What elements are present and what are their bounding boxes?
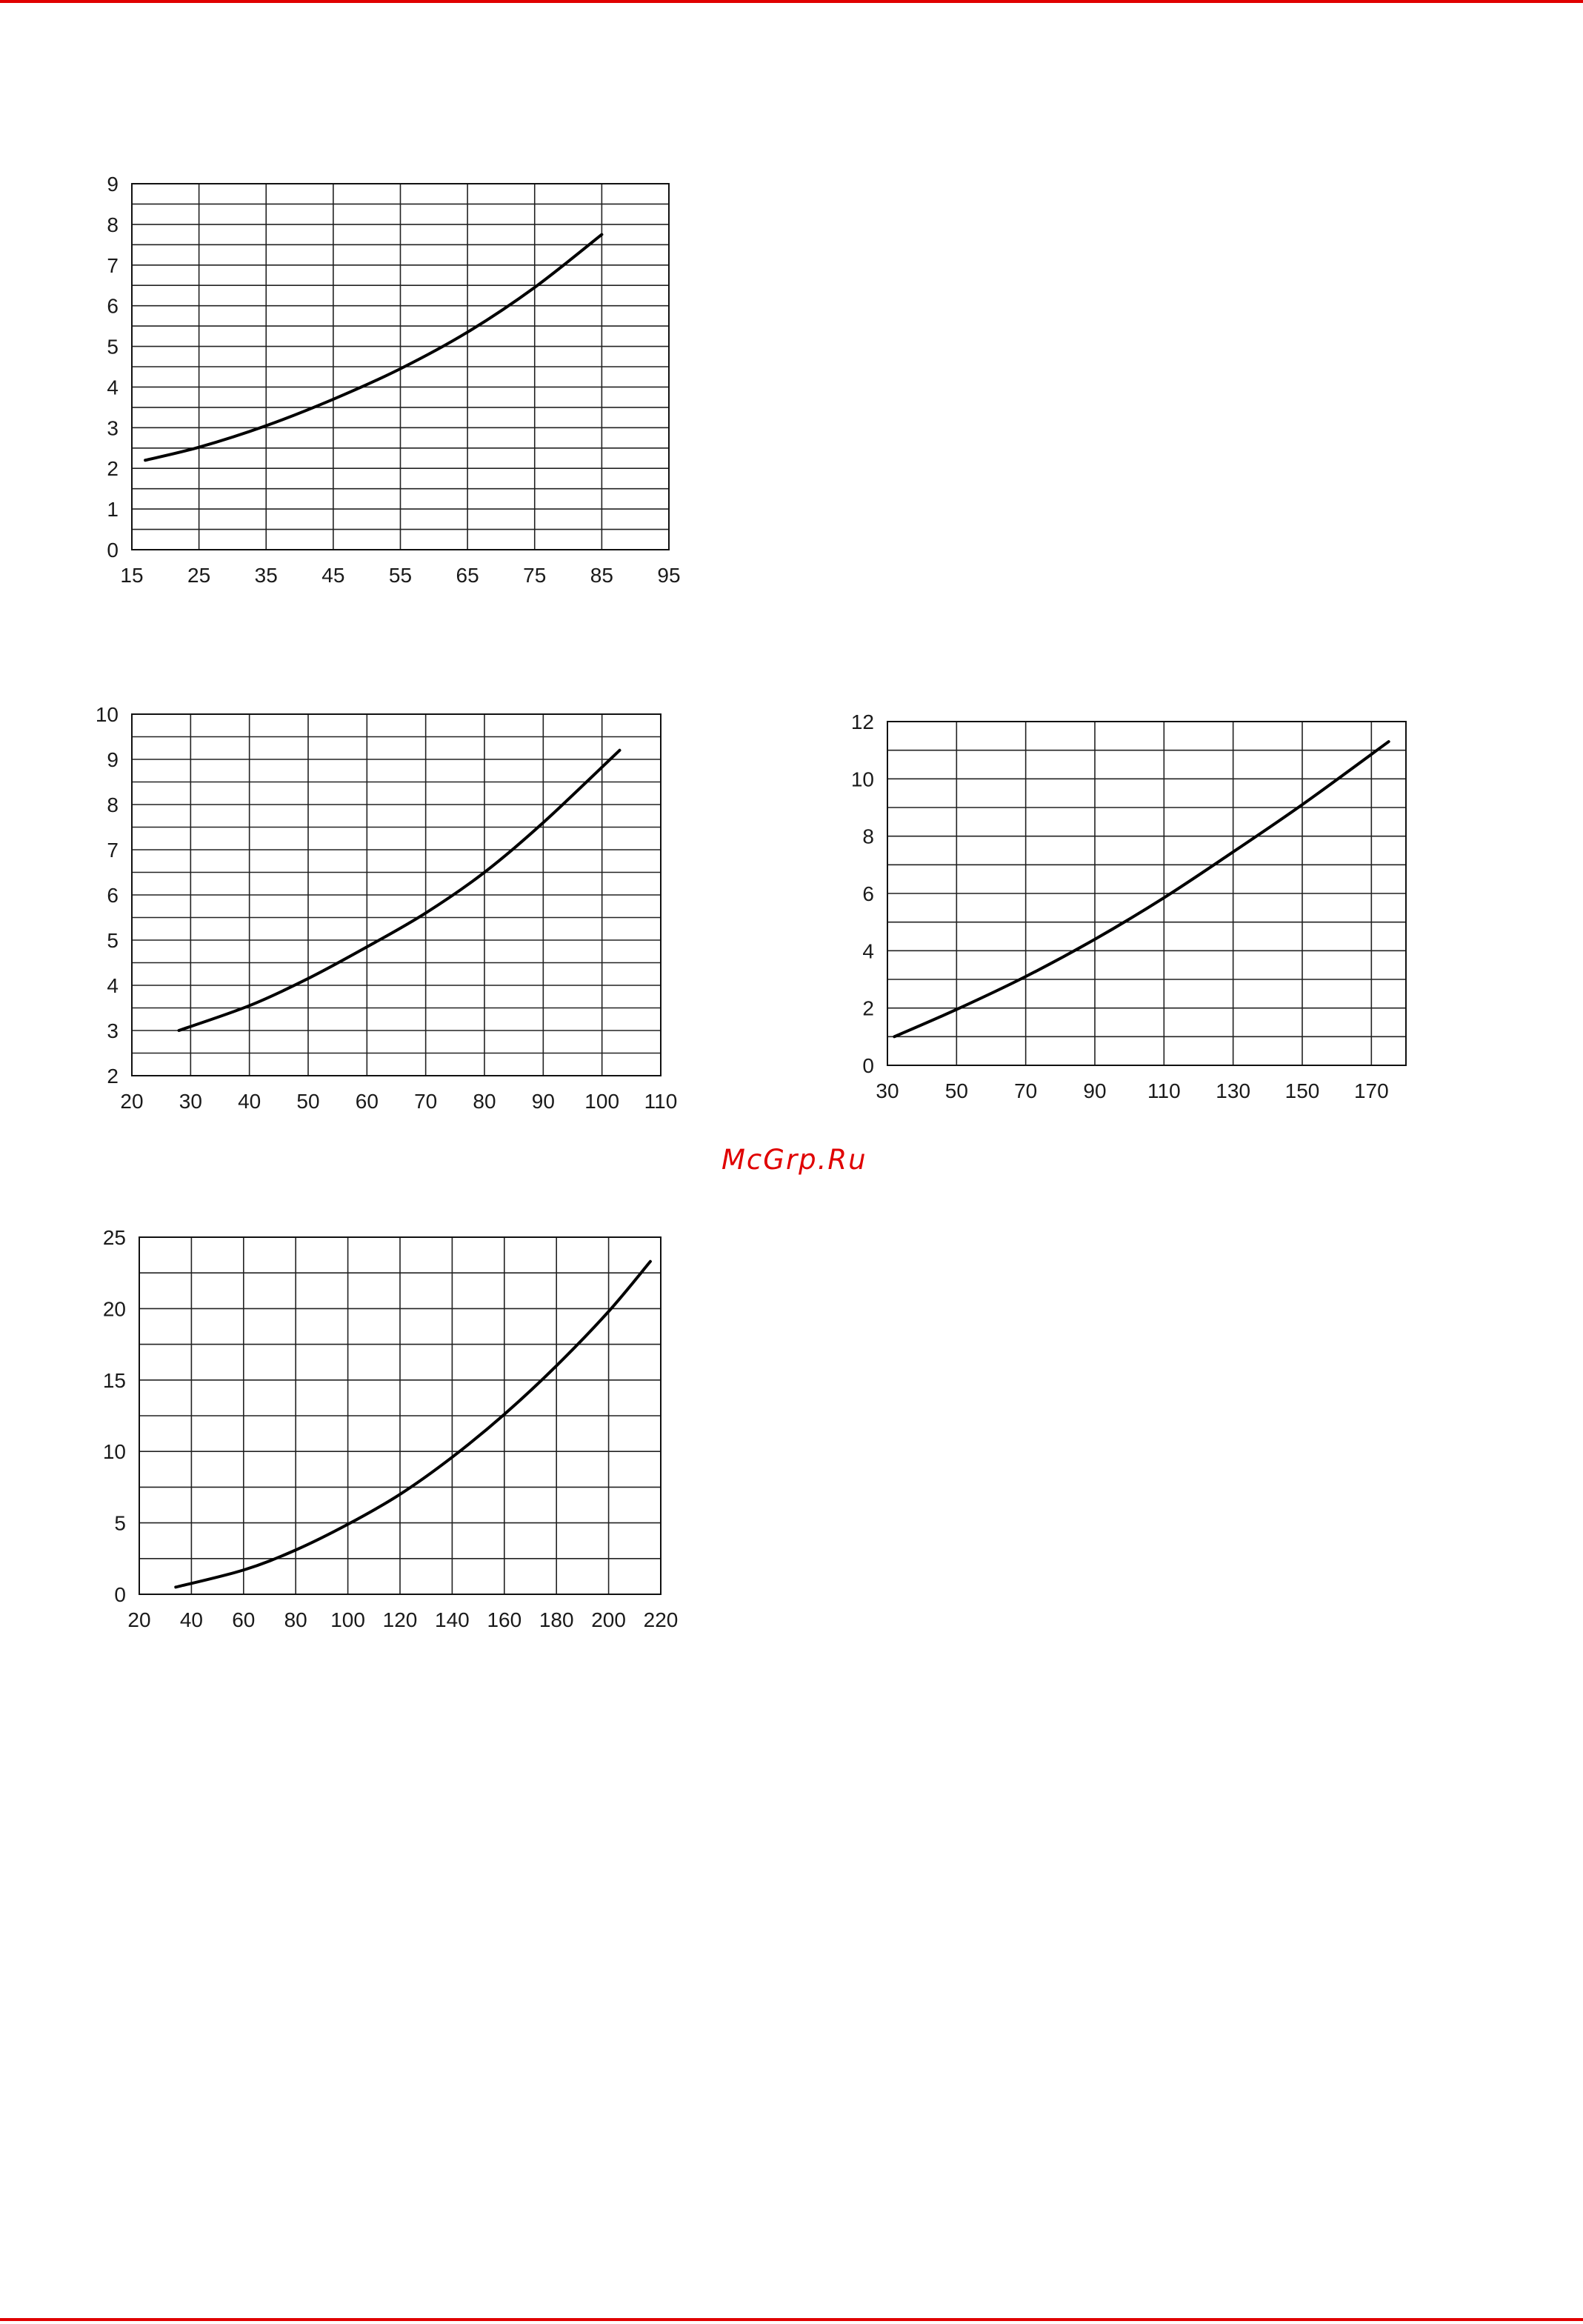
y-tick-label: 10	[95, 703, 119, 726]
y-tick-label: 6	[862, 882, 874, 905]
y-tick-label: 3	[107, 1019, 119, 1042]
x-tick-label: 180	[539, 1608, 574, 1631]
y-tick-label: 12	[850, 710, 874, 733]
x-tick-label: 70	[1014, 1079, 1038, 1102]
x-tick-label: 90	[1083, 1079, 1107, 1102]
x-tick-label: 60	[232, 1608, 256, 1631]
y-tick-label: 1	[107, 498, 119, 522]
x-tick-label: 80	[473, 1090, 496, 1113]
y-tick-label: 7	[107, 253, 119, 277]
x-tick-label: 50	[296, 1090, 320, 1113]
chart-4	[102, 1226, 679, 1631]
y-tick-label: 8	[107, 793, 119, 816]
chart-svg	[107, 173, 681, 587]
x-tick-label: 110	[644, 1090, 678, 1113]
x-tick-label: 90	[531, 1090, 555, 1113]
x-tick-label: 110	[1147, 1079, 1181, 1102]
x-tick-label: 20	[127, 1608, 151, 1631]
y-tick-label: 8	[862, 825, 874, 848]
y-tick-label: 5	[107, 335, 119, 359]
y-tick-label: 10	[850, 768, 874, 791]
x-tick-label: 100	[330, 1608, 365, 1631]
x-tick-label: 80	[284, 1608, 307, 1631]
bottom-border-line	[0, 2318, 1583, 2321]
x-tick-label: 25	[187, 564, 211, 587]
chart-2	[95, 703, 678, 1113]
y-tick-label: 0	[862, 1054, 874, 1077]
x-tick-label: 55	[388, 564, 413, 587]
chart-1	[107, 173, 681, 587]
x-tick-label: 60	[355, 1090, 379, 1113]
x-tick-label: 70	[414, 1090, 438, 1113]
x-tick-label: 220	[643, 1608, 679, 1631]
x-tick-label: 20	[120, 1090, 144, 1113]
y-tick-label: 3	[107, 416, 119, 440]
x-tick-label: 100	[584, 1090, 620, 1113]
y-tick-label: 2	[862, 996, 874, 1020]
y-tick-label: 9	[107, 748, 119, 771]
y-tick-label: 25	[102, 1226, 126, 1249]
x-tick-label: 95	[657, 564, 681, 587]
x-tick-label: 200	[591, 1608, 626, 1631]
y-tick-label: 9	[107, 173, 119, 196]
chart-svg	[850, 710, 1406, 1102]
y-tick-label: 15	[102, 1368, 126, 1392]
x-tick-label: 30	[876, 1079, 899, 1102]
y-tick-label: 0	[107, 539, 119, 562]
x-tick-label: 85	[590, 564, 613, 587]
y-tick-label: 4	[862, 939, 874, 963]
x-tick-label: 150	[1284, 1079, 1320, 1102]
y-tick-label: 0	[114, 1583, 126, 1606]
x-tick-label: 15	[120, 564, 144, 587]
x-tick-label: 40	[238, 1090, 261, 1113]
x-tick-label: 130	[1216, 1079, 1251, 1102]
x-tick-label: 160	[487, 1608, 522, 1631]
x-tick-label: 30	[179, 1090, 202, 1113]
x-tick-label: 120	[382, 1608, 418, 1631]
y-tick-label: 6	[107, 884, 119, 907]
watermark: McGrp.Ru	[721, 1144, 867, 1176]
top-border-line	[0, 0, 1583, 3]
y-tick-label: 2	[107, 1065, 119, 1088]
y-tick-label: 2	[107, 457, 119, 481]
x-tick-label: 140	[435, 1608, 470, 1631]
y-tick-label: 8	[107, 213, 119, 236]
chart-svg	[95, 703, 678, 1113]
y-tick-label: 4	[107, 376, 119, 399]
x-tick-label: 50	[944, 1079, 968, 1102]
x-tick-label: 40	[179, 1608, 203, 1631]
chart-3	[850, 710, 1406, 1102]
chart-svg	[102, 1226, 679, 1631]
y-tick-label: 10	[102, 1440, 126, 1464]
x-tick-label: 75	[523, 564, 547, 587]
y-tick-label: 6	[107, 294, 119, 318]
x-tick-label: 170	[1353, 1079, 1389, 1102]
x-tick-label: 35	[254, 564, 278, 587]
y-tick-label: 5	[107, 929, 119, 952]
x-tick-label: 65	[456, 564, 479, 587]
y-tick-label: 4	[107, 974, 119, 997]
x-tick-label: 45	[321, 564, 345, 587]
y-tick-label: 7	[107, 839, 119, 862]
y-tick-label: 20	[102, 1297, 126, 1321]
y-tick-label: 5	[114, 1511, 126, 1535]
